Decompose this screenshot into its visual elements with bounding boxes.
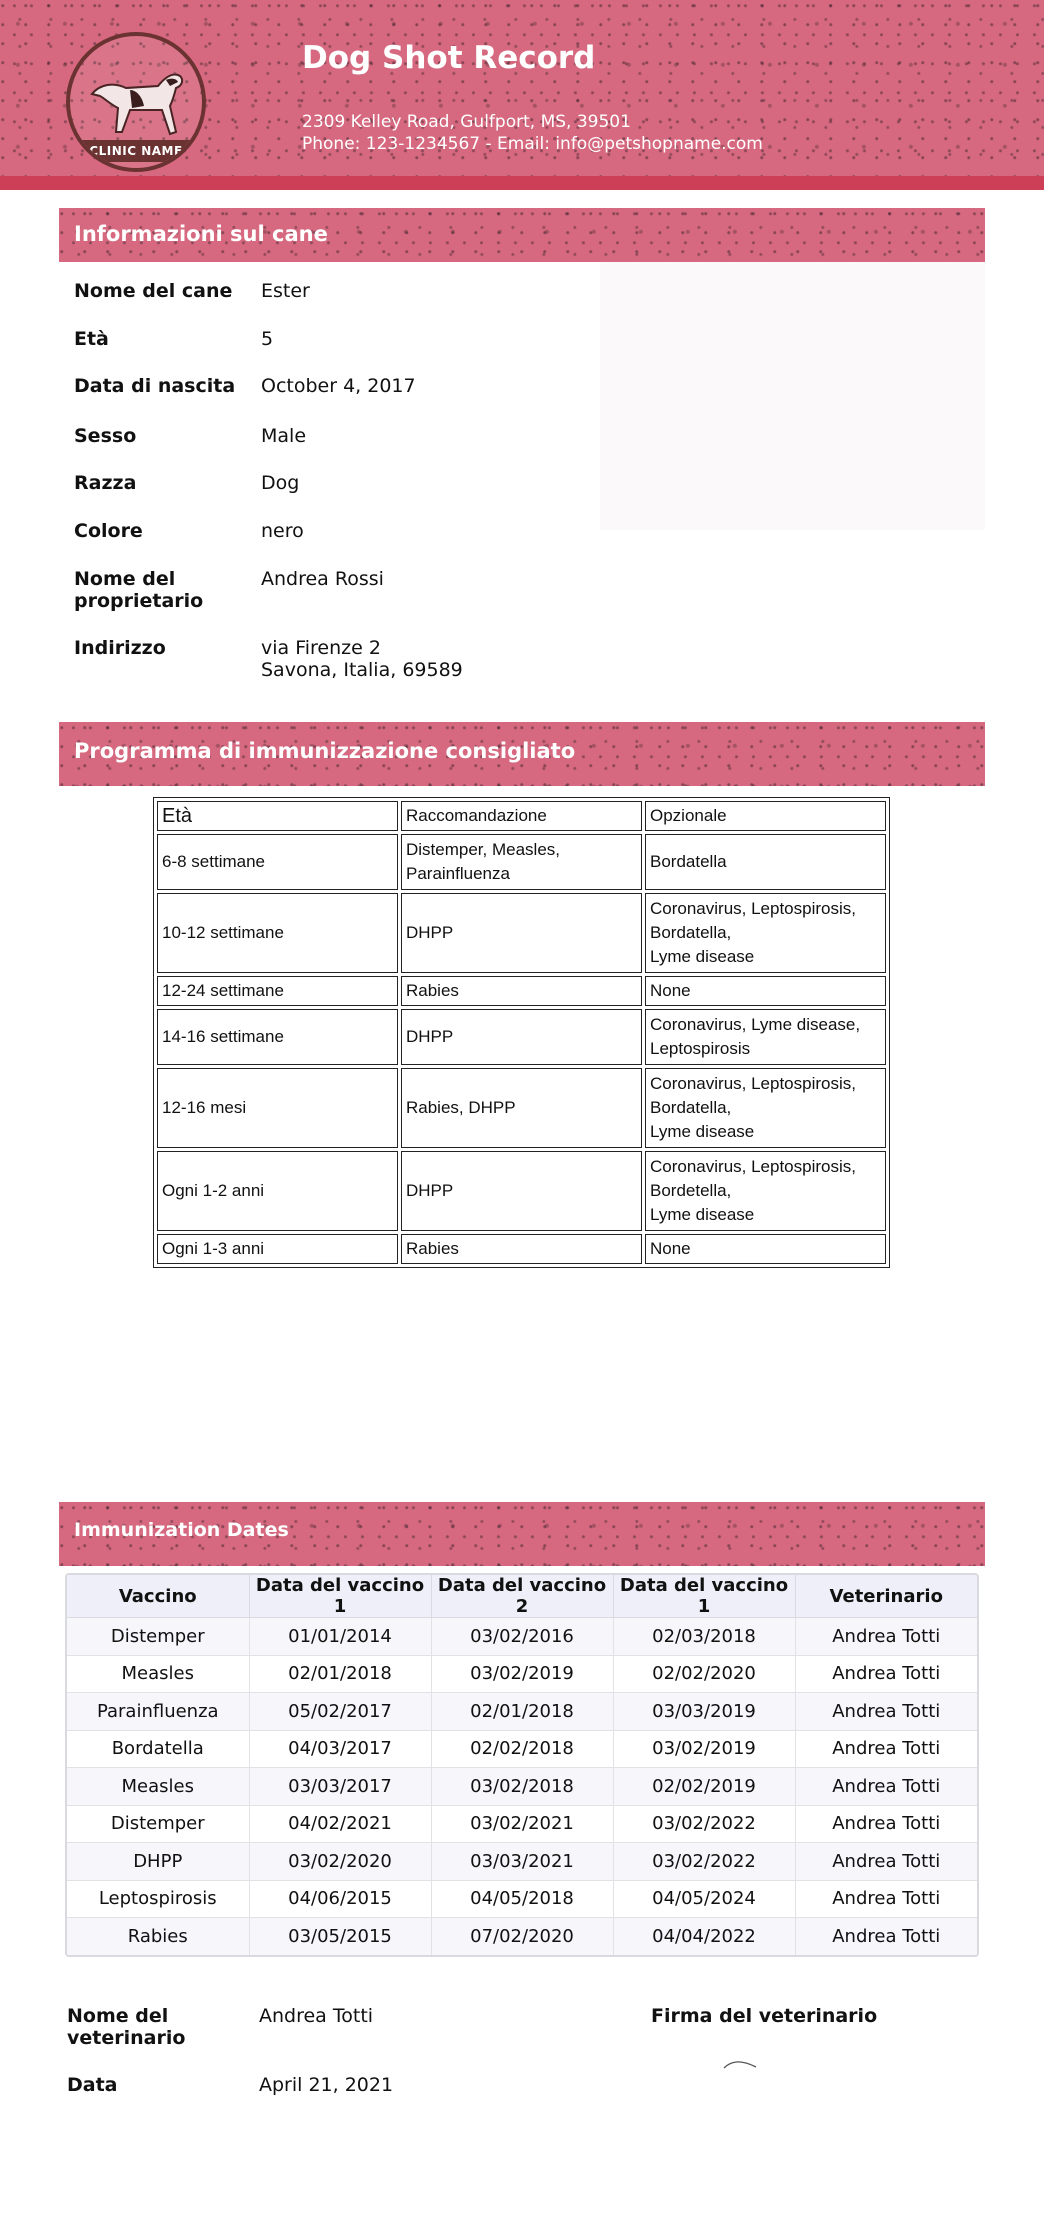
table-cell: DHPP [67, 1843, 249, 1881]
table-row [67, 1880, 977, 1918]
table-cell: 03/02/2016 [431, 1618, 613, 1656]
table-cell: 04/05/2018 [431, 1880, 613, 1918]
table-row [157, 1009, 886, 1065]
table-row [67, 1805, 977, 1843]
table-cell: Coronavirus, Lyme disease, Leptospirosis [645, 1009, 886, 1065]
table-cell: Andrea Totti [795, 1918, 977, 1956]
table-cell: 04/03/2017 [249, 1730, 431, 1768]
table-cell: Andrea Totti [795, 1618, 977, 1656]
table-cell: Andrea Totti [795, 1655, 977, 1693]
table-cell: None [645, 976, 886, 1006]
table-cell: 02/01/2018 [431, 1693, 613, 1731]
table-row [67, 1693, 977, 1731]
table-cell: DHPP [401, 893, 642, 973]
info-label: Colore [74, 520, 143, 542]
table-header-cell: Vaccino [67, 1575, 249, 1618]
immunization-dates-table-wrapper [65, 1573, 979, 1957]
table-header-cell: Data del vaccino 1 [613, 1575, 795, 1618]
table-header-cell: Data del vaccino 1 [249, 1575, 431, 1618]
schedule-section-header [59, 722, 985, 786]
info-label: Razza [74, 472, 137, 494]
immunization-schedule-table [153, 797, 890, 1268]
table-cell: 02/02/2019 [613, 1768, 795, 1806]
table-cell: DHPP [401, 1009, 642, 1065]
table-cell: Rabies [67, 1918, 249, 1956]
clinic-name-label: CLINIC NAME [76, 140, 196, 162]
table-cell: Measles [67, 1655, 249, 1693]
table-cell: 04/06/2015 [249, 1880, 431, 1918]
table-cell: DHPP [401, 1151, 642, 1231]
table-cell: Andrea Totti [795, 1843, 977, 1881]
table-cell: Leptospirosis [67, 1880, 249, 1918]
info-value: 5 [261, 328, 274, 350]
info-value: Male [261, 425, 307, 447]
info-label: Età [74, 328, 109, 350]
table-cell: 02/01/2018 [249, 1655, 431, 1693]
table-cell: 03/02/2018 [431, 1768, 613, 1806]
table-cell: 03/02/2019 [613, 1730, 795, 1768]
table-cell: 02/02/2018 [431, 1730, 613, 1768]
table-cell: Ogni 1-3 anni [157, 1234, 398, 1264]
table-cell: 04/05/2024 [613, 1880, 795, 1918]
table-cell: 03/05/2015 [249, 1918, 431, 1956]
table-cell: 12-16 mesi [157, 1068, 398, 1148]
table-row [67, 1843, 977, 1881]
table-cell: Coronavirus, Leptospirosis, Bordatella, Lyme disease [645, 1068, 886, 1148]
info-value: Dog [261, 472, 300, 494]
date-value: April 21, 2021 [259, 2074, 394, 2096]
table-cell: 01/01/2014 [249, 1618, 431, 1656]
table-cell: 05/02/2017 [249, 1693, 431, 1731]
table-cell: Measles [67, 1768, 249, 1806]
signature-mark [722, 2058, 758, 2072]
table-cell: Coronavirus, Leptospirosis, Bordatella, Lyme disease [645, 893, 886, 973]
table-cell: Andrea Totti [795, 1880, 977, 1918]
table-cell: Ogni 1-2 anni [157, 1151, 398, 1231]
table-cell: 03/02/2022 [613, 1843, 795, 1881]
info-value: Andrea Rossi [261, 568, 384, 590]
table-row [67, 1918, 977, 1956]
table-header-row [67, 1575, 977, 1618]
info-value: Ester [261, 280, 310, 302]
table-header-cell: Data del vaccino 2 [431, 1575, 613, 1618]
clinic-logo [66, 32, 206, 172]
info-label: Nome del cane [74, 280, 233, 302]
date-label: Data [67, 2074, 118, 2096]
table-cell: Rabies, DHPP [401, 1068, 642, 1148]
table-cell: 6-8 settimane [157, 834, 398, 890]
table-row [157, 893, 886, 973]
table-cell: Bordatella [67, 1730, 249, 1768]
table-cell: Distemper, Measles, Parainfluenza [401, 834, 642, 890]
document-title: Dog Shot Record [302, 40, 596, 76]
table-cell: Distemper [67, 1805, 249, 1843]
table-row [157, 1068, 886, 1148]
header-stripe [0, 176, 1044, 190]
table-cell: Parainfluenza [67, 1693, 249, 1731]
table-header-cell: Opzionale [645, 801, 886, 831]
section-title: Informazioni sul cane [74, 222, 328, 246]
table-cell: Andrea Totti [795, 1730, 977, 1768]
table-cell: None [645, 1234, 886, 1264]
table-header-row [157, 801, 886, 831]
table-cell: 04/04/2022 [613, 1918, 795, 1956]
table-cell: 10-12 settimane [157, 893, 398, 973]
table-cell: 03/02/2021 [431, 1805, 613, 1843]
immunization-dates-section-header [59, 1502, 985, 1566]
table-cell: 03/02/2019 [431, 1655, 613, 1693]
signature-label: Firma del veterinario [651, 2005, 878, 2027]
table-cell: Andrea Totti [795, 1805, 977, 1843]
info-label: Indirizzo [74, 637, 166, 659]
table-cell: 02/02/2020 [613, 1655, 795, 1693]
table-header-cell: Veterinario [795, 1575, 977, 1618]
table-cell: 03/03/2017 [249, 1768, 431, 1806]
table-cell: 03/03/2019 [613, 1693, 795, 1731]
table-cell: 03/03/2021 [431, 1843, 613, 1881]
table-cell: Andrea Totti [795, 1693, 977, 1731]
table-cell: 03/02/2020 [249, 1843, 431, 1881]
clinic-address: 2309 Kelley Road, Gulfport, MS, 39501 [302, 112, 631, 132]
table-cell: 04/02/2021 [249, 1805, 431, 1843]
table-header-cell: Età [157, 801, 398, 831]
section-title: Immunization Dates [74, 1519, 289, 1541]
info-label: Sesso [74, 425, 137, 447]
table-row [67, 1655, 977, 1693]
info-label: Nome del proprietario [74, 568, 204, 612]
table-header-cell: Raccomandazione [401, 801, 642, 831]
vet-name-label: Nome del veterinario [67, 2005, 186, 2049]
table-cell: Rabies [401, 976, 642, 1006]
info-label: Data di nascita [74, 375, 236, 397]
table-cell: 07/02/2020 [431, 1918, 613, 1956]
table-row [67, 1618, 977, 1656]
table-cell: Distemper [67, 1618, 249, 1656]
clinic-contact: Phone: 123-1234567 - Email: info@petshopname.com [302, 134, 763, 154]
table-row [67, 1768, 977, 1806]
info-value: via Firenze 2 Savona, Italia, 69589 [261, 637, 463, 681]
table-row [157, 834, 886, 890]
table-cell: 03/02/2022 [613, 1805, 795, 1843]
table-cell: Rabies [401, 1234, 642, 1264]
vet-name-value: Andrea Totti [259, 2005, 374, 2027]
section-title: Programma di immunizzazione consigliato [74, 739, 576, 763]
table-cell: Bordatella [645, 834, 886, 890]
dog-photo-placeholder [600, 262, 985, 530]
table-row [157, 1234, 886, 1264]
info-value: nero [261, 520, 304, 542]
table-row [157, 1151, 886, 1231]
header-banner [0, 0, 1044, 176]
immunization-dates-table [67, 1575, 977, 1955]
table-cell: Coronavirus, Leptospirosis, Bordetella, Lyme disease [645, 1151, 886, 1231]
table-cell: Andrea Totti [795, 1768, 977, 1806]
table-cell: 12-24 settimane [157, 976, 398, 1006]
table-cell: 02/03/2018 [613, 1618, 795, 1656]
info-value: October 4, 2017 [261, 375, 416, 397]
table-cell: 14-16 settimane [157, 1009, 398, 1065]
table-row [67, 1730, 977, 1768]
dog-info-section-header [59, 208, 985, 262]
table-row [157, 976, 886, 1006]
